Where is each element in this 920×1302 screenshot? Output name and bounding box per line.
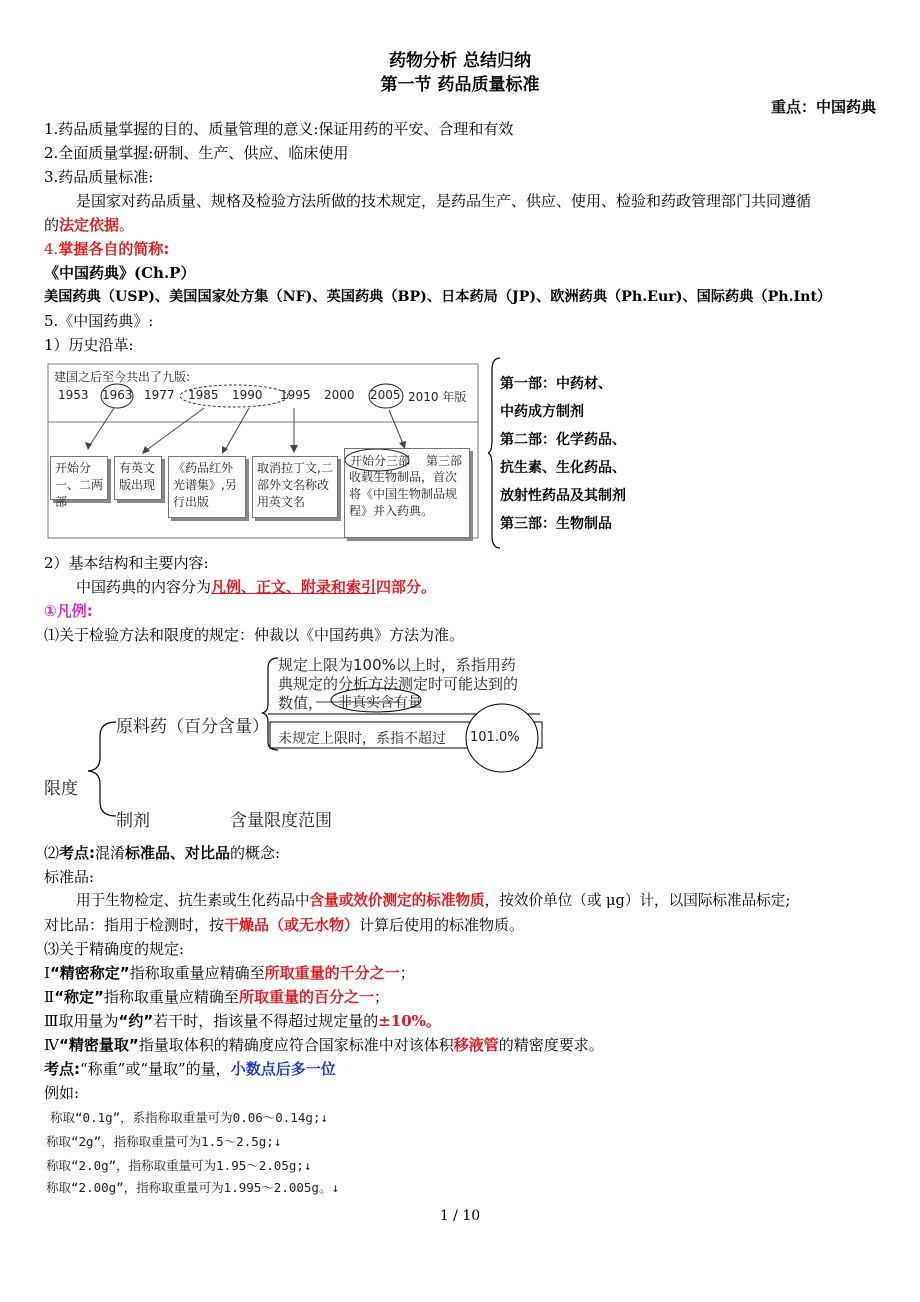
history-box-third-part: 收载生物制品，首次将《中国生物制品规程》并入药典。 (344, 448, 470, 538)
history-box-third-head: 第三部 (426, 454, 463, 468)
example-line: 称取“2.0g”，指称取重量可为1.95～2.05g;↓ (46, 1158, 312, 1173)
text-line: 2）基本结构和主要内容: (44, 554, 209, 572)
history-box: 开始分一、二两部 (50, 456, 108, 500)
history-box: 有英文版出现 (114, 456, 162, 500)
text-line: 5.《中国药典》: (44, 312, 154, 330)
preparation-desc: 含量限度范围 (230, 811, 332, 831)
example-line: 称取“2g”，指称取重量可为1.5～2.5g;↓ (46, 1134, 282, 1149)
section-title: 第一节 药品质量标准 (380, 75, 540, 95)
text-line: 1.药品质量掌握的目的、质量管理的意义:保证用药的平安、合理和有效 (44, 120, 514, 138)
part-line: 第一部：中药材、 (500, 376, 612, 392)
text-line: 2.全面质量掌握:研制、生产、供应、临床使用 (44, 144, 349, 162)
year-label: 1963 (102, 388, 133, 402)
text-line: 是国家对药品质量、规格及检验方法所做的技术规定，是药品生产、供应、使用、检验和药政管理部门共同遵循 (76, 192, 812, 210)
text-line: 用于生物检定、抗生素或生化药品中含量或效价测定的标准物质，按效价单位（或 μg）计，以国际标准品标定; (76, 892, 791, 909)
text-line: ⑵考点:混淆标准品、对比品的概念: (44, 844, 281, 862)
part-line: 抗生素、生化药品、 (500, 460, 626, 476)
text-line: 考点:“称重”或“量取”的量，小数点后多一位 (44, 1060, 336, 1078)
key-point: 重点：中国药典 (770, 98, 876, 116)
text-line: ⑴关于检验方法和限度的规定：仲裁以《中国药典》方法为准。 (44, 626, 465, 644)
upper-limit-text: 典规定的分析方法测定时可能达到的 (278, 675, 519, 693)
year-label: 2005 (370, 388, 401, 402)
text-line: 3.药品质量标准: (44, 168, 154, 186)
text-line: ⑶关于精确度的规定: (44, 940, 185, 958)
limits-diagram (40, 650, 560, 832)
text-line: 美国药典（USP)、美国国家处方集（NF)、英国药典（BP)、日本药局（JP)、欧洲药典（Ph.Eur)、国际药典（Ph.Int） (44, 289, 832, 305)
year-label: 2000 (324, 388, 355, 402)
no-upper-limit-text: 未规定上限时，系指不超过 (278, 731, 446, 747)
year-label: 1977 (144, 388, 175, 402)
text-line: ①凡例: (44, 602, 93, 620)
history-diagram (44, 360, 484, 540)
upper-limit-note: 非真实含有量 (338, 695, 422, 711)
text-line: 1）历史沿革: (44, 336, 134, 354)
text-line: 的法定依据。 (44, 216, 135, 234)
year-label: 1990 (232, 388, 263, 402)
history-box: 取消拉丁文,二部外文名称改用英文名 (252, 456, 338, 518)
year-label: 1953 (58, 388, 89, 402)
part-line: 第三部：生物制品 (500, 516, 612, 532)
page-number: 1 / 10 (439, 1208, 481, 1224)
year-label: 1985 (188, 388, 219, 402)
upper-limit-text: 规定上限为100%以上时，系指用药 (278, 656, 516, 674)
history-heading: 建国之后至今共出了九版: (54, 370, 191, 384)
preparation-label: 制剂 (116, 811, 150, 831)
example-line: 称取“2.00g”，指称取重量可为1.995～2.005g。↓ (46, 1180, 339, 1195)
text-line: Ⅰ“精密称定”指称取重量应精确至所取重量的千分之一； (44, 964, 415, 982)
text-line: 例如: (44, 1084, 80, 1102)
no-upper-limit-value: 101.0% (470, 730, 520, 745)
text-line: 《中国药典》(Ch.P） (44, 264, 196, 282)
text-line: Ⅱ“称定”指称取重量应精确至所取重量的百分之一； (44, 988, 389, 1006)
text-line: 标准品: (44, 868, 95, 886)
history-box: 《药品红外光谱集》,另行出版 (168, 456, 246, 518)
upper-limit-text: 数值， (278, 694, 324, 712)
text-line: 对比品：指用于检测时，按干燥品（或无水物）计算后使用的标准物质。 (44, 916, 525, 934)
year-label: 1995 (280, 388, 311, 402)
year-label: 2010 年版 (408, 390, 467, 404)
part-line: 中药成方制剂 (500, 404, 584, 420)
limit-root-label: 限度 (44, 779, 78, 799)
text-line: Ⅳ“精密量取”指量取体积的精确度应符合国家标准中对该体积移液管的精密度要求。 (44, 1036, 604, 1054)
example-line: 称取“0.1g”，系指称取重量可为0.06～0.14g;↓ (50, 1110, 328, 1125)
history-box-third-head: 开始分三部 (350, 454, 411, 468)
text-line: 中国药典的内容分为凡例、正文、附录和索引四部分。 (76, 578, 437, 596)
text-line: 4.掌握各自的简称: (44, 240, 170, 258)
part-line: 第二部：化学药品、 (500, 432, 626, 448)
text-line: Ⅲ取用量为“约”若干时，指该量不得超过规定量的±10%。 (44, 1012, 441, 1030)
part-line: 放射性药品及其制剂 (500, 488, 626, 504)
doc-title: 药物分析 总结归纳 (389, 51, 531, 71)
raw-material-label: 原料药（百分含量） (116, 717, 269, 737)
